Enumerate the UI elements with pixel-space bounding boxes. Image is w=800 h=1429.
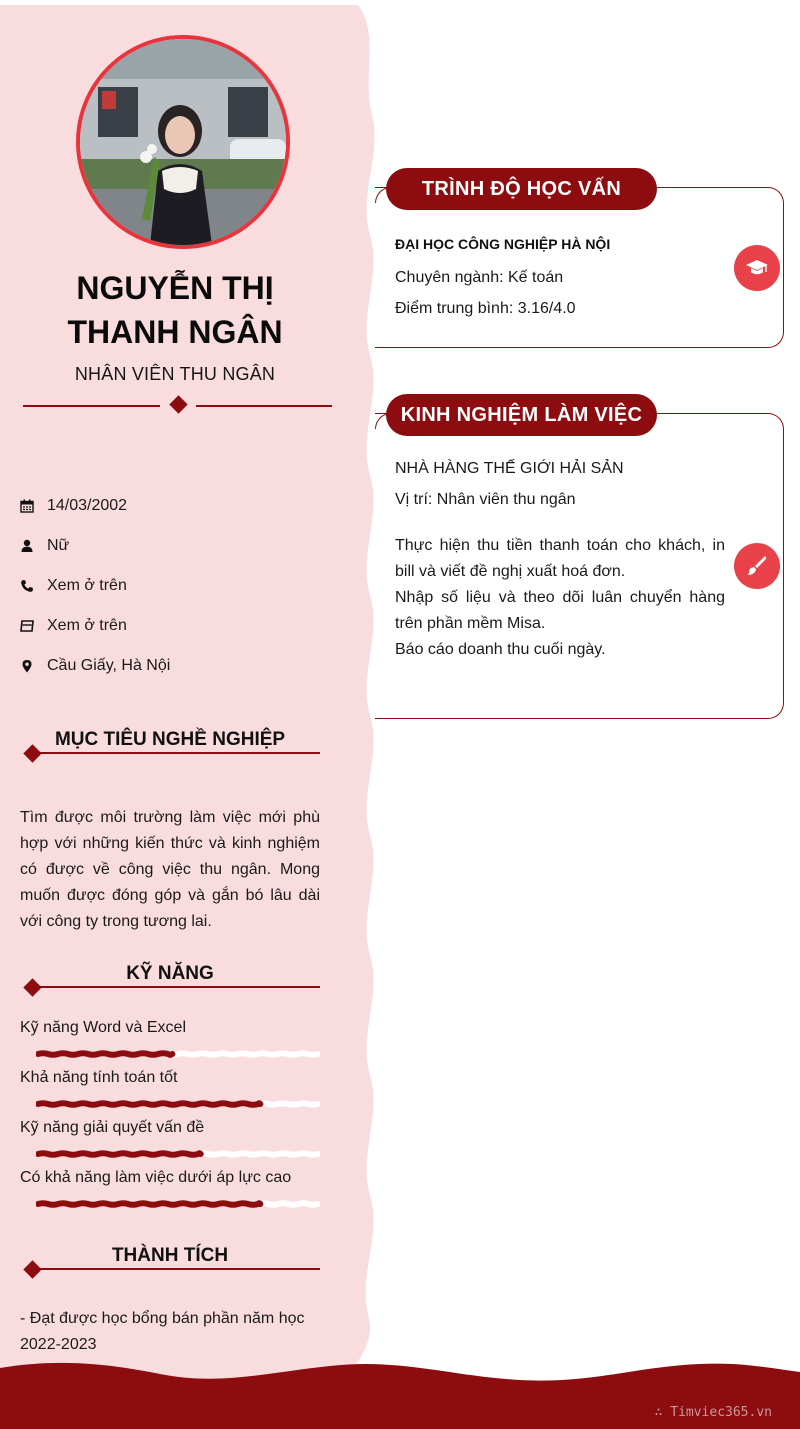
footer-watermark: ∴ Timviec365.vn bbox=[654, 1405, 772, 1420]
achievements-underline bbox=[34, 1268, 320, 1270]
graduation-cap-icon bbox=[734, 245, 780, 291]
experience-company: NHÀ HÀNG THẾ GIỚI HẢI SẢN bbox=[395, 460, 624, 477]
skill-label: Kỹ năng giải quyết vấn đề bbox=[20, 1119, 205, 1136]
contact-list bbox=[20, 486, 330, 686]
experience-position: Vị trí: Nhân viên thu ngân bbox=[395, 491, 576, 508]
name-divider-right bbox=[196, 405, 332, 407]
skill-bar bbox=[36, 1049, 320, 1059]
candidate-name bbox=[20, 266, 330, 354]
user-icon bbox=[20, 539, 47, 553]
education-title: TRÌNH ĐỘ HỌC VẤN bbox=[386, 168, 657, 210]
location-pin-icon bbox=[20, 659, 47, 673]
skill-bar bbox=[36, 1149, 320, 1159]
objective-text: Tìm được môi trường làm việc mới phù hợp với những kiến thức và kinh nghiệm có được về công việc thu ngân. Mong muốn được đóng góp và gắn bó lâu dài với công ty trong tương lai. bbox=[20, 809, 320, 930]
objective-underline bbox=[34, 752, 320, 754]
education-major: Chuyên ngành: Kế toán bbox=[395, 269, 564, 286]
objective-title: MỤC TIÊU NGHỀ NGHIỆP bbox=[54, 729, 286, 750]
duty-item: Báo cáo doanh thu cuối ngày. bbox=[395, 641, 606, 658]
experience-duties bbox=[395, 533, 725, 663]
contact-address bbox=[20, 646, 330, 686]
education-card bbox=[375, 187, 784, 348]
duty-item: Thực hiện thu tiền thanh toán cho khách, in bill và viết đề nghị xuất hoá đơn. bbox=[395, 537, 725, 580]
skill-label: Khả năng tính toán tốt bbox=[20, 1069, 178, 1086]
name-divider-left bbox=[23, 405, 160, 407]
paintbrush-icon bbox=[734, 543, 780, 589]
name-line-1: NGUYỄN THỊ bbox=[76, 270, 274, 306]
skill-bar-fill bbox=[38, 1103, 260, 1105]
education-school: ĐẠI HỌC CÔNG NGHIỆP HÀ NỘI bbox=[395, 236, 611, 252]
birthdate-value: 14/03/2002 bbox=[47, 497, 128, 514]
experience-title: KINH NGHIỆM LÀM VIỆC bbox=[386, 394, 657, 436]
contact-birthdate bbox=[20, 486, 330, 526]
email-value: Xem ở trên bbox=[47, 617, 127, 634]
phone-icon bbox=[20, 579, 47, 593]
email-icon bbox=[20, 619, 47, 633]
calendar-icon bbox=[20, 499, 47, 513]
education-gpa: Điểm trung bình: 3.16/4.0 bbox=[395, 300, 576, 317]
skill-bar-fill bbox=[38, 1053, 172, 1055]
achievement-text: - Đạt được học bổng bán phần năm học 2022-2023 bbox=[20, 1310, 305, 1353]
contact-email bbox=[20, 606, 330, 646]
phone-value: Xem ở trên bbox=[47, 577, 127, 594]
job-title: NHÂN VIÊN THU NGÂN bbox=[74, 364, 276, 384]
skill-label: Có khả năng làm việc dưới áp lực cao bbox=[20, 1169, 292, 1186]
address-value: Cầu Giấy, Hà Nội bbox=[47, 657, 171, 674]
skills-title: KỸ NĂNG bbox=[126, 963, 214, 984]
skill-bar bbox=[36, 1199, 320, 1209]
skills-underline bbox=[34, 986, 320, 988]
name-line-2: THANH NGÂN bbox=[67, 314, 283, 350]
duty-item: Nhập số liệu và theo dõi luân chuyển hàng trên phần mềm Misa. bbox=[395, 589, 725, 632]
contact-phone bbox=[20, 566, 330, 606]
achievements-title: THÀNH TÍCH bbox=[111, 1245, 229, 1266]
skill-label: Kỹ năng Word và Excel bbox=[20, 1019, 187, 1036]
contact-gender bbox=[20, 526, 330, 566]
photo-illustration bbox=[80, 39, 286, 245]
gender-value: Nữ bbox=[47, 537, 70, 554]
profile-photo bbox=[76, 35, 290, 249]
skill-bar-fill bbox=[38, 1203, 260, 1205]
skill-bar bbox=[36, 1099, 320, 1109]
skill-bar-fill bbox=[38, 1153, 201, 1155]
